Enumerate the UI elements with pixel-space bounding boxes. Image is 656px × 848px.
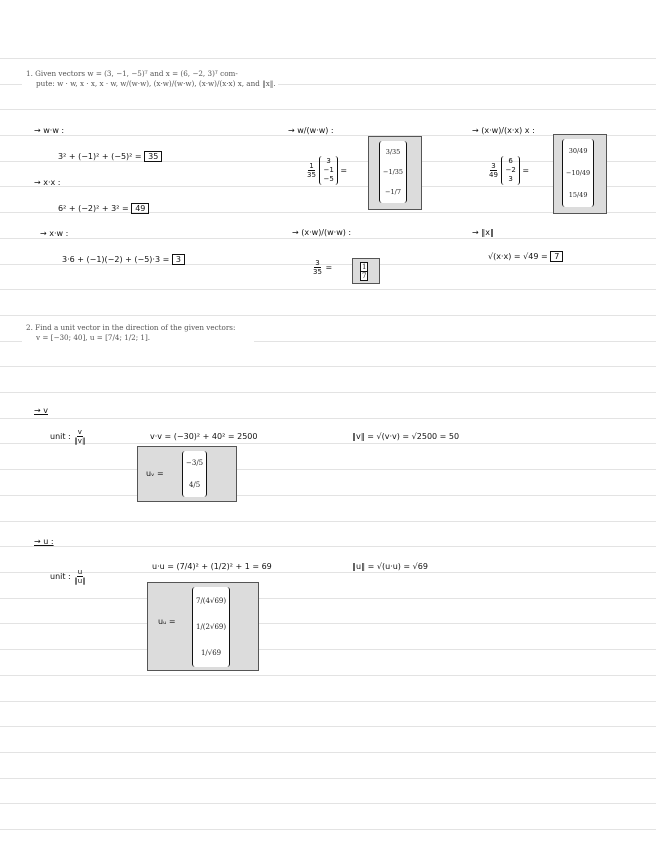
ruled-line — [0, 598, 656, 599]
ruled-line — [0, 829, 656, 830]
ruled-line — [0, 109, 656, 110]
v-dot: v·v = (−30)² + 40² = 2500 — [150, 432, 258, 441]
w-over-ww-result-box — [368, 136, 422, 210]
norm-x-work — [488, 251, 563, 262]
norm-x-answer: 7 — [550, 251, 563, 262]
problem-2-number: 2. — [26, 323, 33, 332]
ruled-line — [0, 392, 656, 393]
ruled-line — [0, 238, 656, 239]
uv-result-box — [137, 446, 237, 502]
xx-answer: 49 — [131, 203, 149, 214]
xw-over-xx-x-result-vector: 30/49 −10/49 15/49 — [562, 139, 594, 207]
uv-label: uᵥ = — [146, 469, 164, 478]
xw-answer: 3 — [172, 254, 185, 265]
x-vector: 6 −2 3 — [501, 156, 519, 185]
ruled-line — [0, 726, 656, 727]
problem-1-number: 1. — [26, 69, 33, 78]
v-unit-label: unit : — [50, 432, 71, 441]
norm-x-expr: √(x·x) = √49 = — [488, 252, 548, 261]
uu-label: uᵤ = — [158, 617, 176, 626]
ruled-line — [0, 701, 656, 702]
problem-2-text — [26, 323, 266, 343]
v-unit — [50, 428, 86, 445]
ww-expr: 3² + (−1)² + (−5)² = — [58, 152, 142, 161]
ruled-line — [0, 803, 656, 804]
u-unit-frac: $\frac{u}{‖u‖}$ — [74, 568, 86, 585]
u-heading: → u : — [34, 537, 54, 546]
problem-1-line2: pute: w · w, x · x, x · w, w/(w·w), (x·w)/(w·w), (x·w)/(x·x) x, and ‖x‖. — [36, 79, 276, 88]
ruled-line — [0, 521, 656, 522]
xx-heading: → x·x : — [34, 178, 61, 187]
ruled-line — [0, 469, 656, 470]
v-norm: ‖v‖ = √(v·v) = √2500 = 50 — [352, 432, 460, 441]
xw-expr: 3·6 + (−1)(−2) + (−5)·3 = — [62, 255, 170, 264]
ww-answer: 35 — [144, 151, 162, 162]
ruled-line — [0, 778, 656, 779]
ruled-line — [0, 418, 656, 419]
ruled-line — [0, 315, 656, 316]
v-unit-frac: $\frac{v}{‖v‖}$ — [74, 428, 86, 445]
norm-x-heading: → ‖x‖ — [472, 228, 494, 237]
uu-vector: 7/(4√69) 1/(2√69) 1/√69 — [192, 587, 230, 667]
ruled-line — [0, 366, 656, 367]
ruled-line — [0, 675, 656, 676]
xx-work — [58, 203, 149, 214]
problem-1-text — [26, 69, 286, 89]
ruled-line — [0, 495, 656, 496]
xw-over-ww-answer: $\frac{1}{7}$ — [362, 263, 367, 280]
problem-2-line1: Find a unit vector in the direction of the given vectors: — [35, 323, 236, 332]
ruled-line — [0, 58, 656, 59]
xw-over-xx-x-result-box — [553, 134, 607, 214]
ruled-line — [0, 443, 656, 444]
xw-over-xx-x-work: $\frac{3}{49}$ 6 −2 3 = — [489, 157, 530, 183]
xw-over-ww-work: $\frac{3}{35}$ = — [313, 259, 333, 276]
xw-over-ww-heading: → (x·w)/(w·w) : — [292, 228, 352, 237]
uv-vector: −3/5 4/5 — [182, 451, 207, 497]
xw-over-ww-expr: $\frac{3}{35}$ — [313, 259, 322, 276]
v-heading: → v — [34, 406, 48, 415]
xx-expr: 6² + (−2)² + 3² = — [58, 204, 129, 213]
ruled-line — [0, 289, 656, 290]
problem-2-line2: v = [−30; 40], u = [7/4; 1/2; 1]. — [36, 333, 151, 342]
xw-over-xx-x-heading: → (x·w)/(x·x) x : — [472, 126, 535, 135]
u-unit-label: unit : — [50, 572, 71, 581]
ww-work — [58, 151, 162, 162]
w-over-ww-coef: $\frac{1}{35}$ — [307, 162, 316, 179]
ww-heading: → w·w : — [34, 126, 65, 135]
problem-1-line1: Given vectors w = (3, −1, −5)ᵀ and x = (6, −2, 3)ᵀ com- — [35, 69, 238, 78]
xw-over-xx-coef: $\frac{3}{49}$ — [489, 162, 498, 179]
xw-over-ww-answer-box — [352, 258, 380, 284]
w-over-ww-heading: → w/(w·w) : — [288, 126, 334, 135]
u-unit — [50, 568, 87, 585]
u-norm: ‖u‖ = √(u·u) = √69 — [352, 562, 428, 571]
u-dot: u·u = (7/4)² + (1/2)² + 1 = 69 — [152, 562, 272, 571]
ruled-line — [0, 546, 656, 547]
w-over-ww-work: $\frac{1}{35}$ 3 −1 −5 = — [307, 157, 348, 183]
xw-heading: → x·w : — [40, 229, 69, 238]
w-vector: 3 −1 −5 — [319, 156, 337, 185]
xw-work — [62, 254, 185, 265]
w-over-ww-result-vector: 3/35 −1/35 −1/7 — [379, 141, 407, 203]
ruled-line — [0, 649, 656, 650]
ruled-line — [0, 623, 656, 624]
ruled-line — [0, 752, 656, 753]
uu-result-box — [147, 582, 259, 671]
ruled-line — [0, 572, 656, 573]
